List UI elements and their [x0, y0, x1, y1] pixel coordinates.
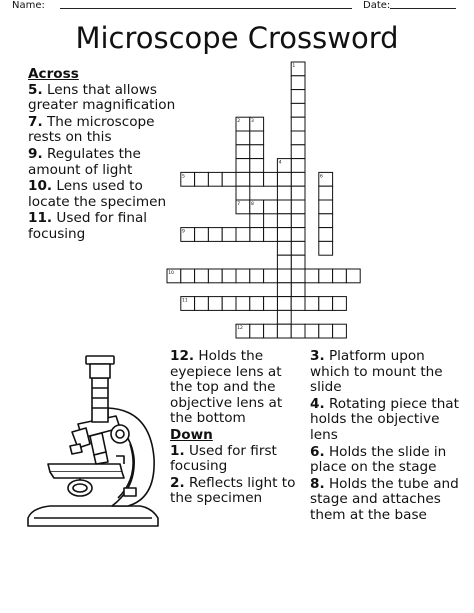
grid-cell[interactable] — [346, 269, 360, 283]
grid-cell[interactable] — [277, 324, 291, 338]
grid-cell[interactable] — [277, 241, 291, 255]
across-clue-7: 7. The microscope rests on this — [28, 113, 155, 146]
grid-cell[interactable] — [333, 297, 347, 311]
grid-cell[interactable] — [291, 297, 305, 311]
grid-cell[interactable] — [291, 228, 305, 242]
down-clue-8: 8. Holds the tube and stage and attaches them at the base — [310, 475, 459, 523]
clue-number: 2 — [237, 119, 241, 125]
across-clue-5: 5. Lens that allows greater magnification — [28, 81, 176, 114]
grid-cell[interactable] — [208, 297, 222, 311]
clue-number: 8 — [251, 202, 254, 207]
grid-cell[interactable] — [264, 324, 278, 338]
grid-cell[interactable] — [195, 269, 209, 283]
across-clue-11: 11. Used for final focusing — [28, 210, 148, 242]
grid-cell[interactable] — [250, 131, 264, 145]
down-clue-3: 3. Platform upon which to mount the slide — [310, 348, 443, 396]
grid-cell[interactable] — [291, 324, 305, 338]
grid-cell[interactable] — [291, 269, 305, 283]
grid-cell[interactable] — [236, 228, 250, 242]
grid-cell[interactable] — [305, 269, 319, 283]
grid-cell[interactable] — [291, 103, 305, 117]
grid-cell[interactable] — [277, 172, 291, 186]
across-clue-10: 10. Lens used to locate the specimen — [28, 178, 167, 210]
clue-number: 4 — [278, 160, 282, 166]
grid-cell[interactable] — [195, 172, 209, 186]
grid-cell[interactable] — [236, 159, 250, 173]
grid-cell[interactable] — [333, 324, 347, 338]
grid-cell[interactable] — [181, 269, 195, 283]
grid-cell[interactable] — [319, 241, 333, 255]
grid-cell[interactable] — [236, 131, 250, 145]
grid-cell[interactable] — [319, 324, 333, 338]
grid-cell[interactable] — [250, 145, 264, 159]
grid-cell[interactable] — [264, 269, 278, 283]
grid-cell[interactable] — [208, 172, 222, 186]
grid-cell[interactable] — [319, 214, 333, 228]
grid-cell[interactable] — [236, 297, 250, 311]
grid-cell[interactable] — [291, 145, 305, 159]
grid-cell[interactable] — [208, 269, 222, 283]
grid-cell[interactable] — [305, 297, 319, 311]
clue-number: 9 — [182, 229, 185, 235]
grid-cell[interactable] — [319, 200, 333, 214]
grid-cell[interactable] — [291, 131, 305, 145]
down-clue-2: 2. Reflects light to the specimen — [170, 474, 296, 507]
grid-cell[interactable] — [291, 186, 305, 200]
grid-cell[interactable] — [250, 172, 264, 186]
grid-cell[interactable] — [236, 186, 250, 200]
grid-cell[interactable] — [319, 297, 333, 311]
grid-cell[interactable] — [291, 241, 305, 255]
down-clue-4: 4. Rotating piece that holds the objective lens — [310, 395, 459, 443]
grid-cell[interactable] — [291, 214, 305, 228]
clue-number: 10 — [168, 271, 174, 276]
grid-cell[interactable] — [305, 324, 319, 338]
grid-cell[interactable] — [250, 269, 264, 283]
grid-cell[interactable] — [333, 269, 347, 283]
grid-cell[interactable] — [291, 90, 305, 104]
grid-cell[interactable] — [291, 117, 305, 131]
date-label: Date: — [363, 0, 391, 11]
grid-cell[interactable] — [277, 255, 291, 269]
grid-cell[interactable] — [319, 186, 333, 200]
down-heading: Down — [170, 426, 213, 443]
across-clue-9: 9. Regulates the amount of light — [28, 145, 141, 178]
grid-cell[interactable] — [277, 283, 291, 297]
grid-cell[interactable] — [277, 310, 291, 324]
grid-cell[interactable] — [222, 269, 236, 283]
clue-number: 1 — [292, 64, 296, 69]
grid-cell[interactable] — [236, 172, 250, 186]
grid-cell[interactable] — [250, 214, 264, 228]
grid-cell[interactable] — [277, 200, 291, 214]
name-label: Name: — [12, 0, 45, 11]
clue-number: 12 — [237, 326, 243, 332]
grid-cell[interactable] — [291, 76, 305, 90]
grid-cell[interactable] — [291, 159, 305, 173]
across-heading: Across — [28, 66, 79, 82]
grid-cell[interactable] — [277, 269, 291, 283]
grid-cell[interactable] — [195, 297, 209, 311]
grid-cell[interactable] — [236, 269, 250, 283]
grid-cell[interactable] — [291, 172, 305, 186]
grid-cell[interactable] — [277, 186, 291, 200]
down-clue-6: 6. Holds the slide in place on the stage — [310, 443, 447, 476]
grid-cell[interactable] — [250, 324, 264, 338]
grid-cell[interactable] — [264, 172, 278, 186]
grid-cell[interactable] — [208, 228, 222, 242]
grid-cell[interactable] — [236, 145, 250, 159]
grid-cell[interactable] — [250, 159, 264, 173]
clue-number: 11 — [182, 298, 188, 304]
microscope-illustration — [20, 348, 170, 538]
grid-cell[interactable] — [222, 297, 236, 311]
grid-cell[interactable] — [250, 228, 264, 242]
grid-cell[interactable] — [277, 228, 291, 242]
grid-cell[interactable] — [264, 200, 278, 214]
down-clue-1: 1. Used for first focusing — [170, 442, 277, 475]
grid-cell[interactable] — [195, 228, 209, 242]
page-title: Microscope Crossword — [75, 21, 399, 55]
clue-number: 5 — [182, 174, 185, 180]
grid-cell[interactable] — [319, 269, 333, 283]
grid-cell[interactable] — [250, 297, 264, 311]
clue-number: 7 — [237, 202, 241, 207]
grid-cell[interactable] — [264, 297, 278, 311]
grid-cell[interactable] — [291, 283, 305, 297]
grid-cell[interactable] — [319, 228, 333, 242]
grid-cell[interactable] — [291, 200, 305, 214]
grid-cell[interactable] — [277, 297, 291, 311]
clue-number: 6 — [320, 174, 323, 180]
grid-cell[interactable] — [222, 228, 236, 242]
grid-cell[interactable] — [264, 228, 278, 242]
grid-cell[interactable] — [222, 172, 236, 186]
across-clue-12: 12. Holds the eyepiece lens at the top and the objective lens at the bottom — [170, 348, 283, 427]
clue-number: 3 — [251, 119, 254, 125]
grid-cell[interactable] — [291, 255, 305, 269]
grid-cell[interactable] — [277, 214, 291, 228]
